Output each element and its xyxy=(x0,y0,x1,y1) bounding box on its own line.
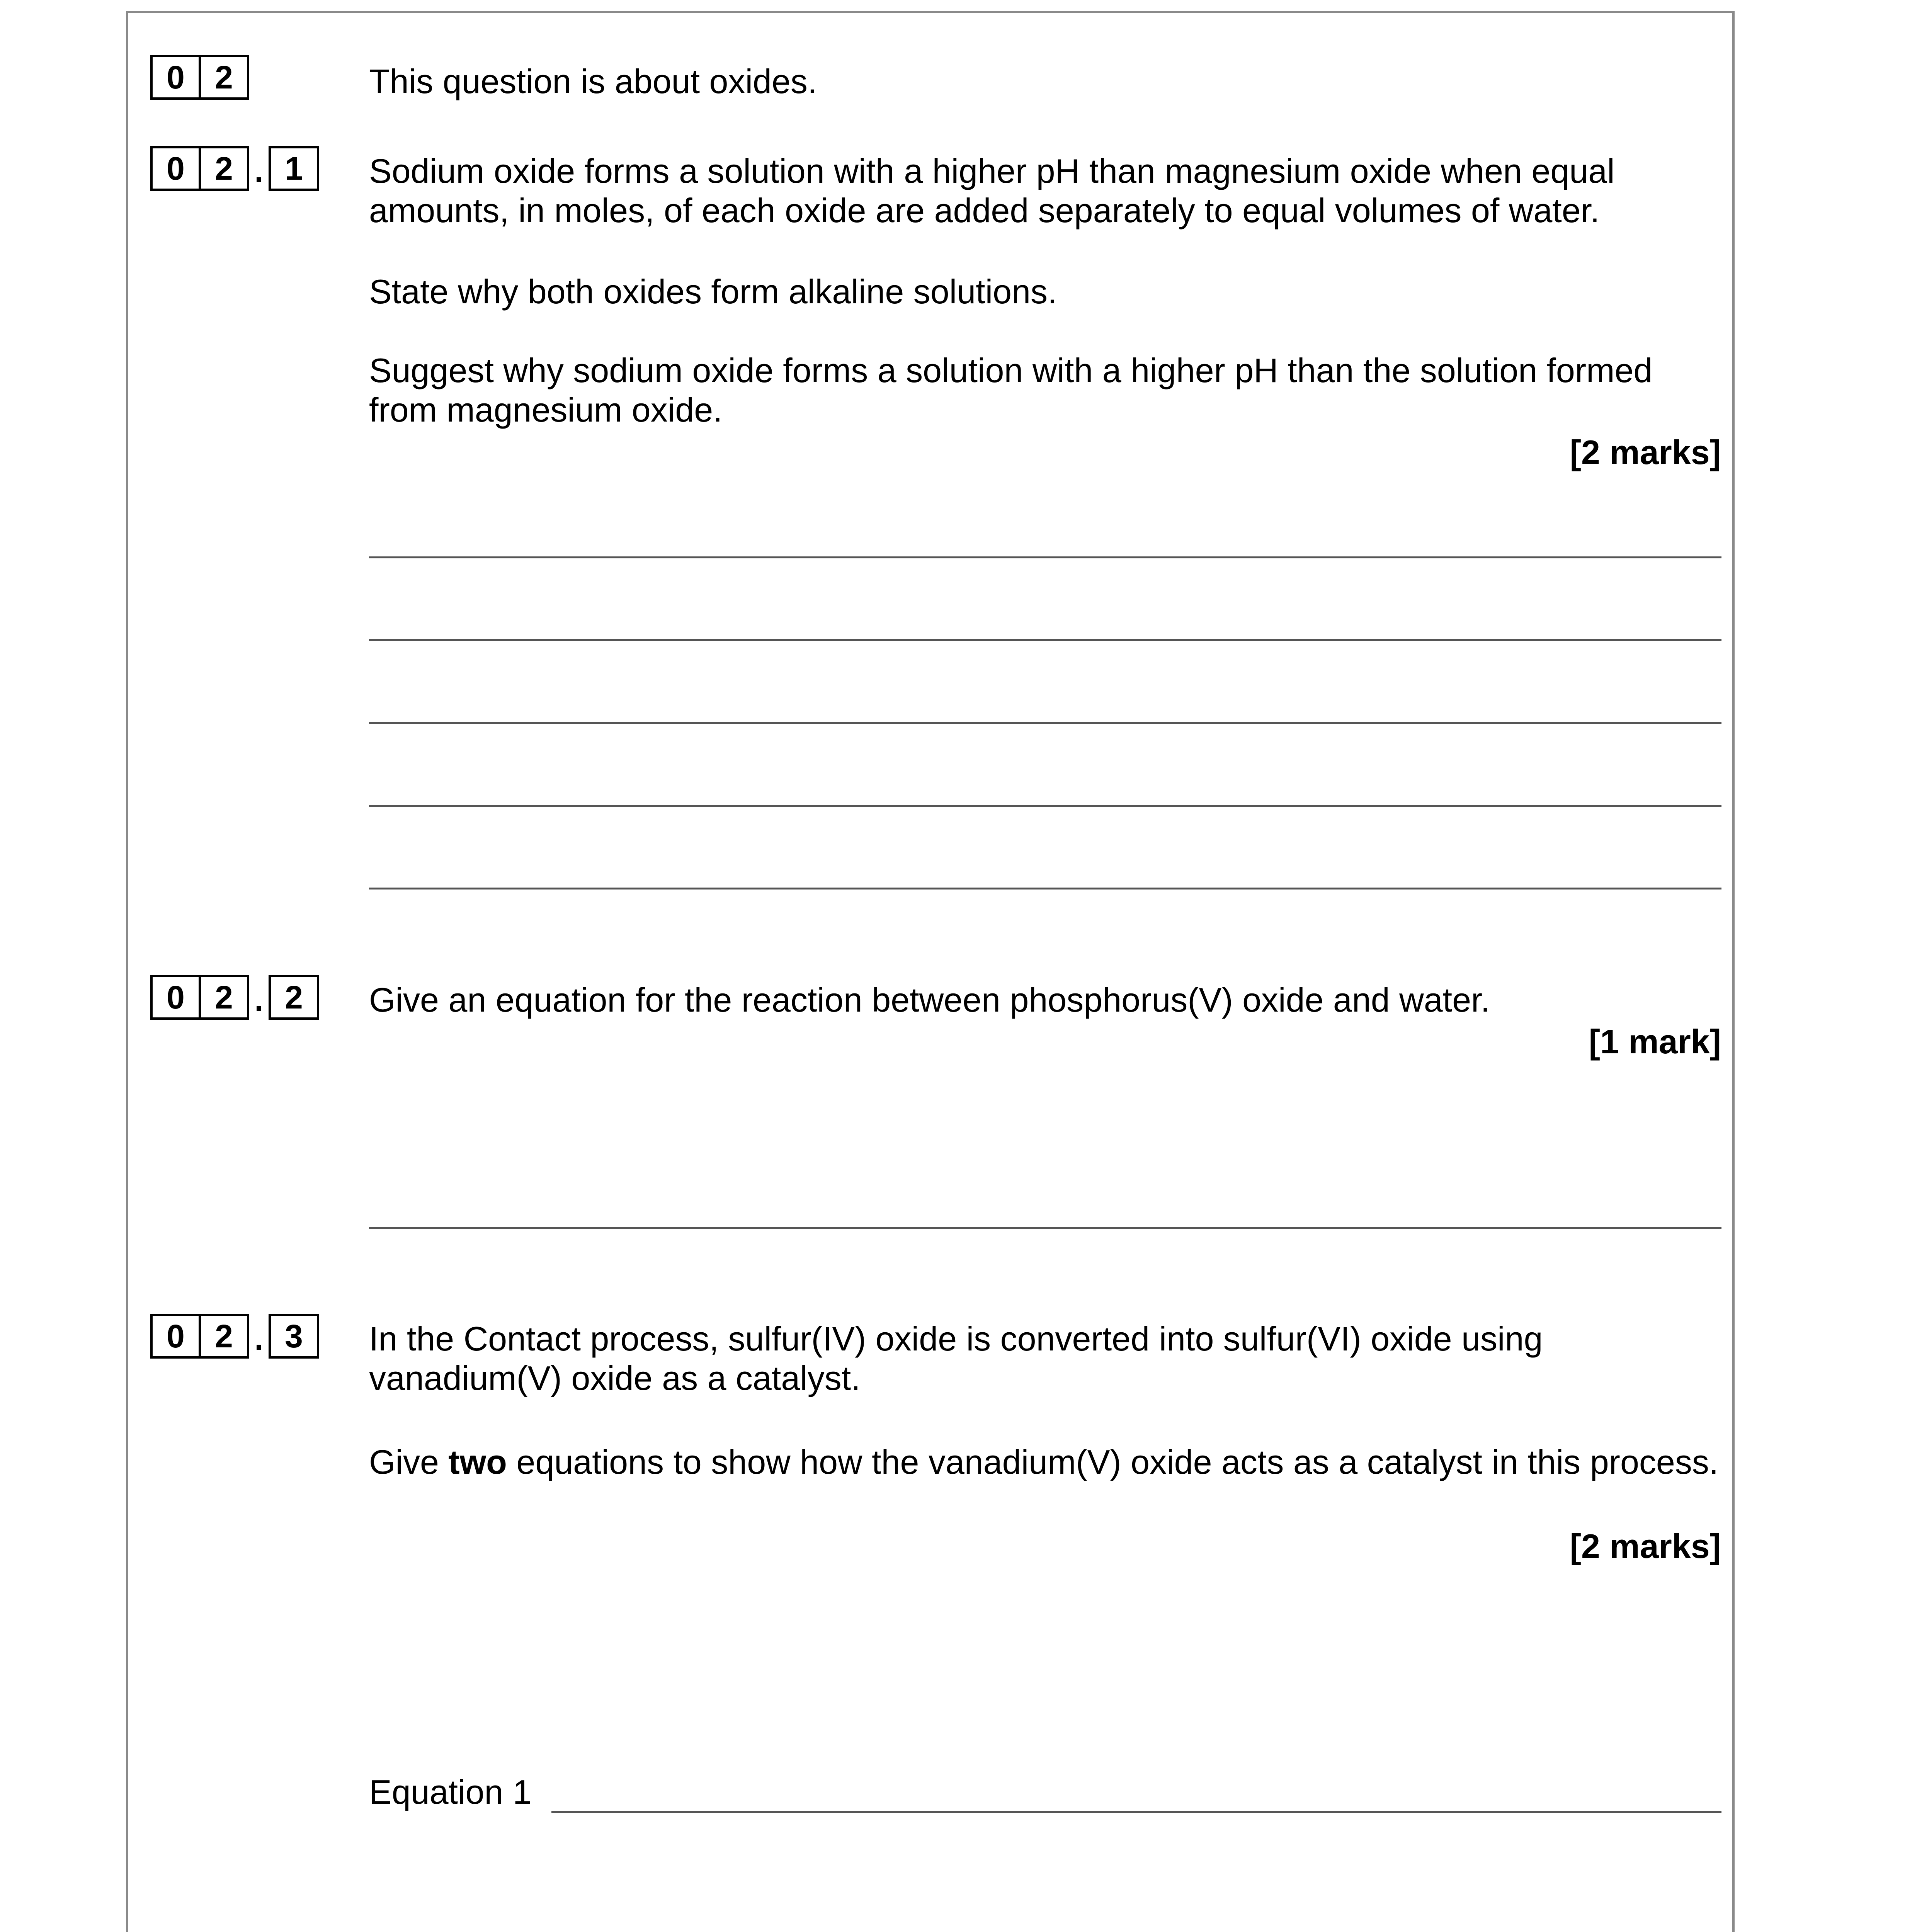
question-number-digit: 0 xyxy=(150,55,201,100)
answer-line[interactable] xyxy=(369,556,1721,558)
part-3-marks: [2 marks] xyxy=(1570,1527,1721,1565)
equation-1-answer-line[interactable] xyxy=(551,1811,1721,1813)
question-number-separator: . xyxy=(254,981,264,1018)
question-number-digit: 2 xyxy=(201,55,249,100)
question-number-separator: . xyxy=(254,1320,264,1357)
part-3-instruction xyxy=(369,1442,1721,1482)
question-number-02-2 xyxy=(150,975,319,1020)
part-1-text: Sodium oxide forms a solution with a higher pH than magnesium oxide when equal amounts, in moles, of each oxide are added separately to equal volumes of water. xyxy=(369,152,1615,230)
question-number-digit: 2 xyxy=(201,146,249,191)
question-number-02-3 xyxy=(150,1314,319,1359)
part-3-text: In the Contact process, sulfur(IV) oxide is converted into sulfur(VI) oxide using vanadium(V) oxide as a catalyst. xyxy=(369,1320,1543,1397)
question-number-digit: 2 xyxy=(201,1314,249,1359)
instruction-text: equations to show how the vanadium(V) oxide acts as a catalyst in this process. xyxy=(507,1443,1719,1481)
question-number-02-1 xyxy=(150,146,319,191)
instruction-emphasis: two xyxy=(448,1443,507,1481)
question-number-02 xyxy=(150,55,249,100)
part-2-marks: [1 mark] xyxy=(1589,1022,1721,1061)
answer-line[interactable] xyxy=(369,722,1721,724)
part-2-text: Give an equation for the reaction between phosphorus(V) oxide and water. xyxy=(369,981,1490,1019)
answer-line[interactable] xyxy=(369,639,1721,641)
equation-1-label: Equation 1 xyxy=(369,1773,532,1811)
part-1-instruction-state: State why both oxides form alkaline solutions. xyxy=(369,272,1057,311)
question-number-digit: 2 xyxy=(201,975,249,1020)
answer-line[interactable] xyxy=(369,888,1721,889)
question-number-digit: 0 xyxy=(150,975,201,1020)
instruction-text: Give xyxy=(369,1443,449,1481)
question-number-digit: 0 xyxy=(150,1314,201,1359)
question-number-digit: 1 xyxy=(269,146,319,191)
part-1-instruction-suggest: Suggest why sodium oxide forms a solution with a higher pH than the solution formed from magnesium oxide. xyxy=(369,351,1653,429)
question-number-separator: . xyxy=(254,153,264,189)
question-number-digit: 2 xyxy=(269,975,319,1020)
part-1-marks: [2 marks] xyxy=(1570,433,1721,471)
answer-line[interactable] xyxy=(369,1227,1721,1229)
question-intro: This question is about oxides. xyxy=(369,62,817,100)
question-number-digit: 0 xyxy=(150,146,201,191)
answer-line[interactable] xyxy=(369,805,1721,807)
question-number-digit: 3 xyxy=(269,1314,319,1359)
